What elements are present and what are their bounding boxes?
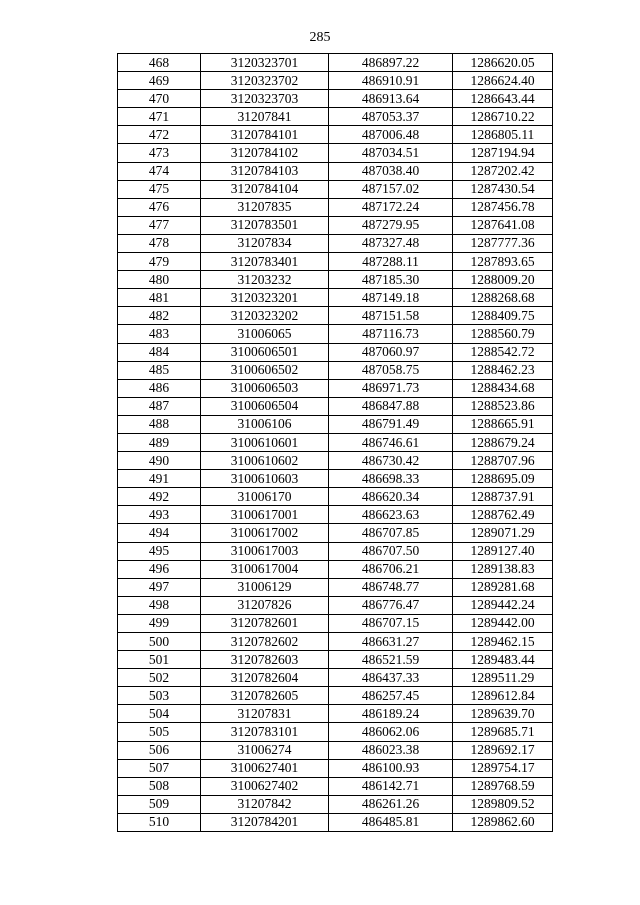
y-coordinate-cell: 1289281.68 xyxy=(453,578,553,596)
table-row xyxy=(118,741,553,759)
point-number-cell: 505 xyxy=(118,723,201,741)
table-row xyxy=(118,162,553,180)
point-number-cell: 493 xyxy=(118,506,201,524)
y-coordinate-cell: 1287194.94 xyxy=(453,144,553,162)
x-coordinate-cell: 486437.33 xyxy=(329,669,453,687)
table-row xyxy=(118,397,553,415)
point-id-cell: 3100606504 xyxy=(201,397,329,415)
point-id-cell: 31006170 xyxy=(201,488,329,506)
y-coordinate-cell: 1289862.60 xyxy=(453,813,553,831)
point-number-cell: 479 xyxy=(118,253,201,271)
point-id-cell: 31203232 xyxy=(201,271,329,289)
x-coordinate-cell: 487279.95 xyxy=(329,216,453,234)
point-id-cell: 3120782603 xyxy=(201,651,329,669)
point-number-cell: 474 xyxy=(118,162,201,180)
point-number-cell: 476 xyxy=(118,198,201,216)
y-coordinate-cell: 1288679.24 xyxy=(453,433,553,451)
y-coordinate-cell: 1287641.08 xyxy=(453,216,553,234)
point-id-cell: 3120323702 xyxy=(201,72,329,90)
table-row xyxy=(118,54,553,72)
point-id-cell: 31006106 xyxy=(201,415,329,433)
point-id-cell: 3100627402 xyxy=(201,777,329,795)
point-id-cell: 3120782601 xyxy=(201,614,329,632)
point-number-cell: 495 xyxy=(118,542,201,560)
y-coordinate-cell: 1289768.59 xyxy=(453,777,553,795)
point-number-cell: 509 xyxy=(118,795,201,813)
x-coordinate-cell: 487151.58 xyxy=(329,307,453,325)
point-id-cell: 31207834 xyxy=(201,234,329,252)
x-coordinate-cell: 486748.77 xyxy=(329,578,453,596)
table-row xyxy=(118,325,553,343)
y-coordinate-cell: 1288560.79 xyxy=(453,325,553,343)
x-coordinate-cell: 486707.85 xyxy=(329,524,453,542)
table-row xyxy=(118,488,553,506)
x-coordinate-cell: 486971.73 xyxy=(329,379,453,397)
x-coordinate-cell: 487185.30 xyxy=(329,271,453,289)
table-row xyxy=(118,596,553,614)
point-number-cell: 469 xyxy=(118,72,201,90)
table-row xyxy=(118,813,553,831)
x-coordinate-cell: 486847.88 xyxy=(329,397,453,415)
table-row xyxy=(118,723,553,741)
point-number-cell: 472 xyxy=(118,126,201,144)
table-row xyxy=(118,289,553,307)
x-coordinate-cell: 486730.42 xyxy=(329,452,453,470)
y-coordinate-cell: 1288462.23 xyxy=(453,361,553,379)
point-number-cell: 475 xyxy=(118,180,201,198)
point-id-cell: 3120783101 xyxy=(201,723,329,741)
y-coordinate-cell: 1286710.22 xyxy=(453,108,553,126)
y-coordinate-cell: 1289692.17 xyxy=(453,741,553,759)
table-row xyxy=(118,198,553,216)
point-id-cell: 31207835 xyxy=(201,198,329,216)
y-coordinate-cell: 1287430.54 xyxy=(453,180,553,198)
x-coordinate-cell: 487327.48 xyxy=(329,234,453,252)
point-number-cell: 494 xyxy=(118,524,201,542)
table-row xyxy=(118,216,553,234)
x-coordinate-cell: 487058.75 xyxy=(329,361,453,379)
point-number-cell: 482 xyxy=(118,307,201,325)
table-row xyxy=(118,795,553,813)
point-id-cell: 31006274 xyxy=(201,741,329,759)
y-coordinate-cell: 1289071.29 xyxy=(453,524,553,542)
x-coordinate-cell: 486707.50 xyxy=(329,542,453,560)
x-coordinate-cell: 486631.27 xyxy=(329,633,453,651)
table-row xyxy=(118,433,553,451)
point-id-cell: 3100610602 xyxy=(201,452,329,470)
point-number-cell: 481 xyxy=(118,289,201,307)
x-coordinate-cell: 486521.59 xyxy=(329,651,453,669)
y-coordinate-cell: 1288409.75 xyxy=(453,307,553,325)
x-coordinate-cell: 487060.97 xyxy=(329,343,453,361)
table-row xyxy=(118,180,553,198)
point-id-cell: 3120782605 xyxy=(201,687,329,705)
point-number-cell: 502 xyxy=(118,669,201,687)
x-coordinate-cell: 486142.71 xyxy=(329,777,453,795)
y-coordinate-cell: 1289511.29 xyxy=(453,669,553,687)
y-coordinate-cell: 1288737.91 xyxy=(453,488,553,506)
point-id-cell: 3120323701 xyxy=(201,54,329,72)
point-id-cell: 31207842 xyxy=(201,795,329,813)
y-coordinate-cell: 1288762.49 xyxy=(453,506,553,524)
point-number-cell: 488 xyxy=(118,415,201,433)
point-number-cell: 498 xyxy=(118,596,201,614)
x-coordinate-cell: 487053.37 xyxy=(329,108,453,126)
point-id-cell: 3120323703 xyxy=(201,90,329,108)
point-id-cell: 31207826 xyxy=(201,596,329,614)
point-id-cell: 3120784201 xyxy=(201,813,329,831)
y-coordinate-cell: 1288268.68 xyxy=(453,289,553,307)
table-row xyxy=(118,705,553,723)
y-coordinate-cell: 1289483.44 xyxy=(453,651,553,669)
point-id-cell: 3120784103 xyxy=(201,162,329,180)
x-coordinate-cell: 486485.81 xyxy=(329,813,453,831)
point-number-cell: 478 xyxy=(118,234,201,252)
point-number-cell: 477 xyxy=(118,216,201,234)
y-coordinate-cell: 1289809.52 xyxy=(453,795,553,813)
y-coordinate-cell: 1286620.05 xyxy=(453,54,553,72)
x-coordinate-cell: 487034.51 xyxy=(329,144,453,162)
y-coordinate-cell: 1288707.96 xyxy=(453,452,553,470)
x-coordinate-cell: 487006.48 xyxy=(329,126,453,144)
table-row xyxy=(118,307,553,325)
table-row xyxy=(118,777,553,795)
point-id-cell: 3120784101 xyxy=(201,126,329,144)
point-number-cell: 500 xyxy=(118,633,201,651)
y-coordinate-cell: 1288695.09 xyxy=(453,470,553,488)
y-coordinate-cell: 1287893.65 xyxy=(453,253,553,271)
x-coordinate-cell: 486791.49 xyxy=(329,415,453,433)
point-number-cell: 489 xyxy=(118,433,201,451)
x-coordinate-cell: 486776.47 xyxy=(329,596,453,614)
point-id-cell: 3100617004 xyxy=(201,560,329,578)
table-body xyxy=(118,54,553,832)
table-row xyxy=(118,108,553,126)
x-coordinate-cell: 486913.64 xyxy=(329,90,453,108)
y-coordinate-cell: 1288009.20 xyxy=(453,271,553,289)
point-number-cell: 484 xyxy=(118,343,201,361)
x-coordinate-cell: 487149.18 xyxy=(329,289,453,307)
point-number-cell: 491 xyxy=(118,470,201,488)
x-coordinate-cell: 487288.11 xyxy=(329,253,453,271)
point-number-cell: 470 xyxy=(118,90,201,108)
point-number-cell: 497 xyxy=(118,578,201,596)
point-id-cell: 3120782604 xyxy=(201,669,329,687)
point-id-cell: 3120783401 xyxy=(201,253,329,271)
point-id-cell: 31207841 xyxy=(201,108,329,126)
y-coordinate-cell: 1288523.86 xyxy=(453,397,553,415)
table-row xyxy=(118,90,553,108)
x-coordinate-cell: 487116.73 xyxy=(329,325,453,343)
x-coordinate-cell: 486023.38 xyxy=(329,741,453,759)
table-row xyxy=(118,506,553,524)
y-coordinate-cell: 1288665.91 xyxy=(453,415,553,433)
table-row xyxy=(118,415,553,433)
coordinates-table xyxy=(117,53,553,832)
point-id-cell: 3120784102 xyxy=(201,144,329,162)
table-row xyxy=(118,470,553,488)
point-number-cell: 504 xyxy=(118,705,201,723)
x-coordinate-cell: 486257.45 xyxy=(329,687,453,705)
y-coordinate-cell: 1288434.68 xyxy=(453,379,553,397)
point-id-cell: 3120784104 xyxy=(201,180,329,198)
point-id-cell: 3100610603 xyxy=(201,470,329,488)
table-row xyxy=(118,687,553,705)
point-id-cell: 3100617002 xyxy=(201,524,329,542)
x-coordinate-cell: 486897.22 xyxy=(329,54,453,72)
table-row xyxy=(118,379,553,397)
point-number-cell: 490 xyxy=(118,452,201,470)
x-coordinate-cell: 486062.06 xyxy=(329,723,453,741)
table-row xyxy=(118,614,553,632)
y-coordinate-cell: 1289754.17 xyxy=(453,759,553,777)
table-row xyxy=(118,452,553,470)
x-coordinate-cell: 486623.63 xyxy=(329,506,453,524)
table-row xyxy=(118,542,553,560)
point-id-cell: 3100606501 xyxy=(201,343,329,361)
point-id-cell: 3100606502 xyxy=(201,361,329,379)
y-coordinate-cell: 1289462.15 xyxy=(453,633,553,651)
point-number-cell: 506 xyxy=(118,741,201,759)
y-coordinate-cell: 1289442.00 xyxy=(453,614,553,632)
point-number-cell: 508 xyxy=(118,777,201,795)
y-coordinate-cell: 1288542.72 xyxy=(453,343,553,361)
point-number-cell: 483 xyxy=(118,325,201,343)
y-coordinate-cell: 1289639.70 xyxy=(453,705,553,723)
point-number-cell: 486 xyxy=(118,379,201,397)
y-coordinate-cell: 1286624.40 xyxy=(453,72,553,90)
table-row xyxy=(118,144,553,162)
point-id-cell: 31006065 xyxy=(201,325,329,343)
point-id-cell: 3120323202 xyxy=(201,307,329,325)
table-row xyxy=(118,343,553,361)
table-row xyxy=(118,234,553,252)
page-number: 285 xyxy=(309,30,331,45)
x-coordinate-cell: 486746.61 xyxy=(329,433,453,451)
point-number-cell: 471 xyxy=(118,108,201,126)
table-row xyxy=(118,759,553,777)
table-row xyxy=(118,578,553,596)
point-id-cell: 3100627401 xyxy=(201,759,329,777)
table-row xyxy=(118,633,553,651)
point-number-cell: 468 xyxy=(118,54,201,72)
point-id-cell: 3100606503 xyxy=(201,379,329,397)
y-coordinate-cell: 1289685.71 xyxy=(453,723,553,741)
y-coordinate-cell: 1286643.44 xyxy=(453,90,553,108)
point-number-cell: 492 xyxy=(118,488,201,506)
point-id-cell: 3100617001 xyxy=(201,506,329,524)
table-row xyxy=(118,126,553,144)
y-coordinate-cell: 1287202.42 xyxy=(453,162,553,180)
x-coordinate-cell: 486698.33 xyxy=(329,470,453,488)
x-coordinate-cell: 486189.24 xyxy=(329,705,453,723)
point-number-cell: 507 xyxy=(118,759,201,777)
table-row xyxy=(118,271,553,289)
x-coordinate-cell: 487038.40 xyxy=(329,162,453,180)
x-coordinate-cell: 486261.26 xyxy=(329,795,453,813)
table-row xyxy=(118,253,553,271)
x-coordinate-cell: 486706.21 xyxy=(329,560,453,578)
point-number-cell: 510 xyxy=(118,813,201,831)
point-number-cell: 499 xyxy=(118,614,201,632)
table-row xyxy=(118,524,553,542)
x-coordinate-cell: 486620.34 xyxy=(329,488,453,506)
point-id-cell: 3120783501 xyxy=(201,216,329,234)
point-number-cell: 496 xyxy=(118,560,201,578)
x-coordinate-cell: 486707.15 xyxy=(329,614,453,632)
y-coordinate-cell: 1289442.24 xyxy=(453,596,553,614)
point-number-cell: 485 xyxy=(118,361,201,379)
point-number-cell: 501 xyxy=(118,651,201,669)
point-id-cell: 3120782602 xyxy=(201,633,329,651)
y-coordinate-cell: 1286805.11 xyxy=(453,126,553,144)
point-number-cell: 480 xyxy=(118,271,201,289)
y-coordinate-cell: 1289138.83 xyxy=(453,560,553,578)
x-coordinate-cell: 486100.93 xyxy=(329,759,453,777)
point-id-cell: 3100617003 xyxy=(201,542,329,560)
y-coordinate-cell: 1287777.36 xyxy=(453,234,553,252)
table-row xyxy=(118,560,553,578)
y-coordinate-cell: 1289612.84 xyxy=(453,687,553,705)
table-row xyxy=(118,651,553,669)
x-coordinate-cell: 487157.02 xyxy=(329,180,453,198)
x-coordinate-cell: 487172.24 xyxy=(329,198,453,216)
table-row xyxy=(118,72,553,90)
point-number-cell: 487 xyxy=(118,397,201,415)
point-id-cell: 31006129 xyxy=(201,578,329,596)
table-row xyxy=(118,669,553,687)
x-coordinate-cell: 486910.91 xyxy=(329,72,453,90)
y-coordinate-cell: 1289127.40 xyxy=(453,542,553,560)
point-id-cell: 31207831 xyxy=(201,705,329,723)
point-id-cell: 3100610601 xyxy=(201,433,329,451)
table-row xyxy=(118,361,553,379)
point-number-cell: 473 xyxy=(118,144,201,162)
y-coordinate-cell: 1287456.78 xyxy=(453,198,553,216)
point-number-cell: 503 xyxy=(118,687,201,705)
point-id-cell: 3120323201 xyxy=(201,289,329,307)
